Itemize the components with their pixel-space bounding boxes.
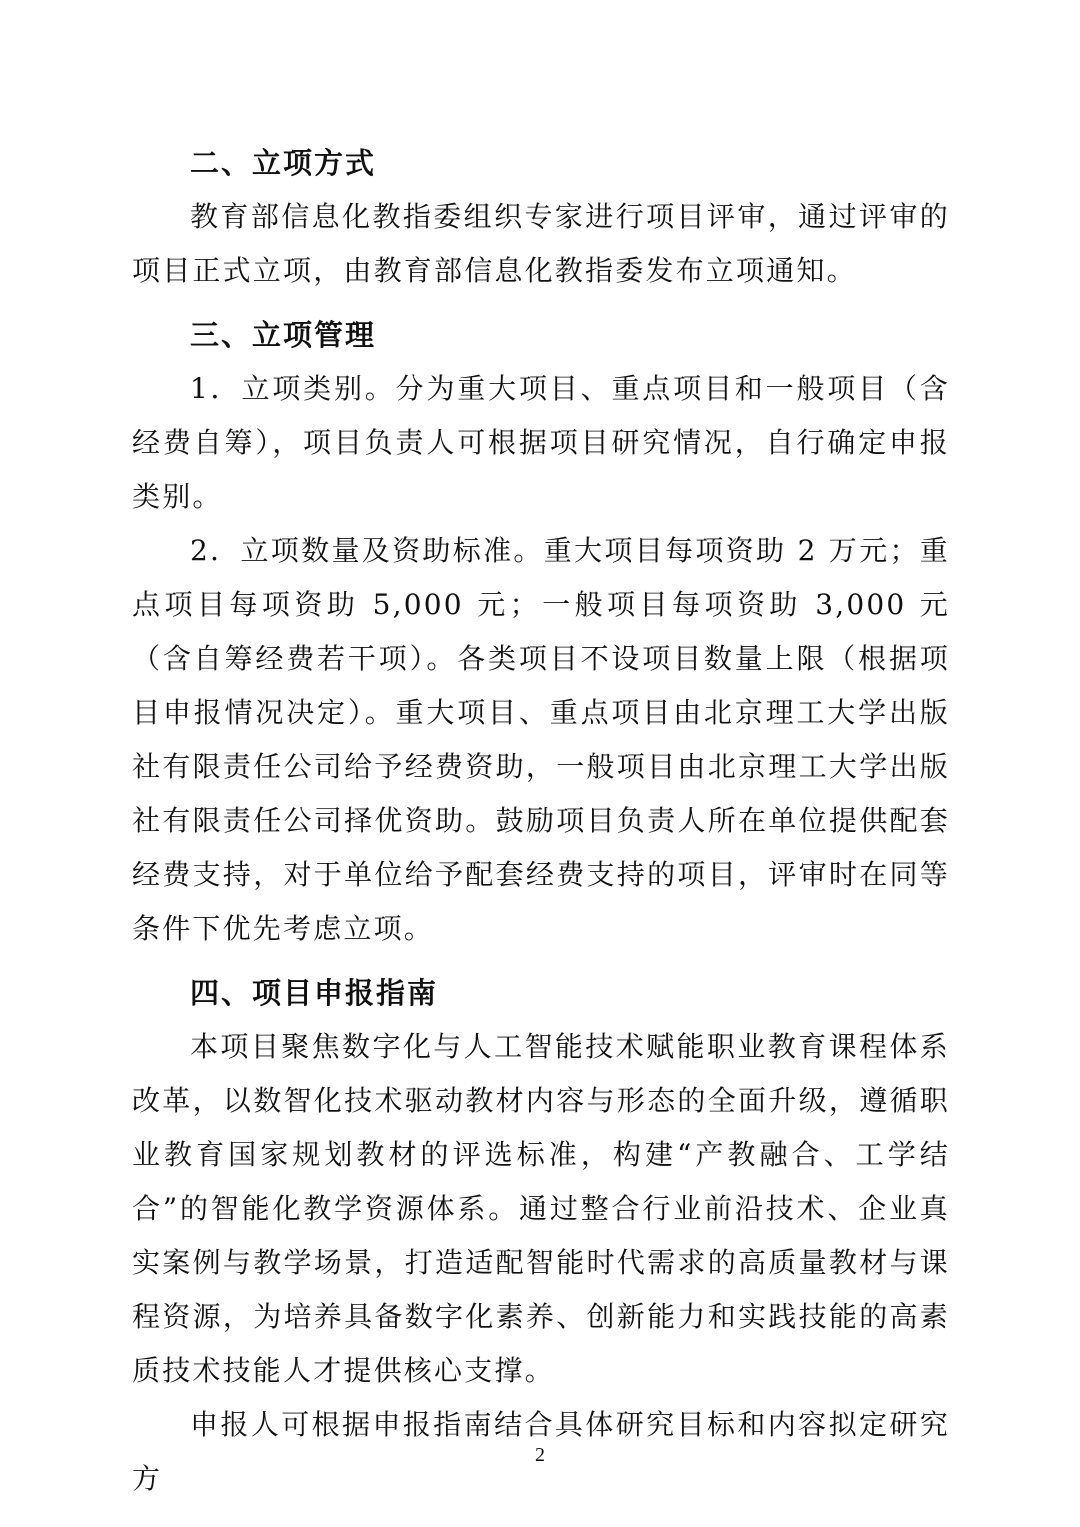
paragraph-funding-standards: 2．立项数量及资助标准。重大项目每项资助 2 万元；重点项目每项资助 5,000 元；一般项目每项资助 3,000 元（含自筹经费若干项）。各类项目不设项目数量上限（根据项目申报情况决定）。重大项目、重点项目由北京理工大学出版社有限责任公司给予经费资助，一般项目由北京理工大学出版社有限责任公司择优资助。鼓励项目负责人所在单位提供配套经费支持，对于单位给予配套经费支持的项目，评审时在同等条件下优先考虑立项。 bbox=[132, 534, 950, 945]
paragraph-establishment-method: 教育部信息化教指委组织专家进行项目评审，通过评审的项目正式立项，由教育部信息化教指委发布立项通知。 bbox=[132, 200, 950, 287]
paragraph-applicant-instructions: 申报人可根据申报指南结合具体研究目标和内容拟定研究方 bbox=[132, 1408, 950, 1495]
document-body bbox=[132, 136, 950, 1506]
section-heading-project-management: 三、立项管理 bbox=[190, 318, 377, 352]
section-heading-establishment-method: 二、立项方式 bbox=[190, 146, 377, 180]
section-heading-application-guide: 四、项目申报指南 bbox=[190, 976, 439, 1010]
paragraph-guide-focus: 本项目聚焦数字化与人工智能技术赋能职业教育课程体系改革，以数智化技术驱动教材内容与形态的全面升级，遵循职业教育国家规划教材的评选标准，构建“产教融合、工学结合”的智能化教学资源体系。通过整合行业前沿技术、企业真实案例与教学场景，打造适配智能时代需求的高质量教材与课程资源，为培养具备数字化素养、创新能力和实践技能的高素质技术技能人才提供核心支撑。 bbox=[132, 1030, 950, 1387]
page-number: 2 bbox=[535, 1444, 545, 1466]
paragraph-project-categories: 1．立项类别。分为重大项目、重点项目和一般项目（含经费自筹），项目负责人可根据项目研究情况，自行确定申报类别。 bbox=[132, 372, 950, 513]
